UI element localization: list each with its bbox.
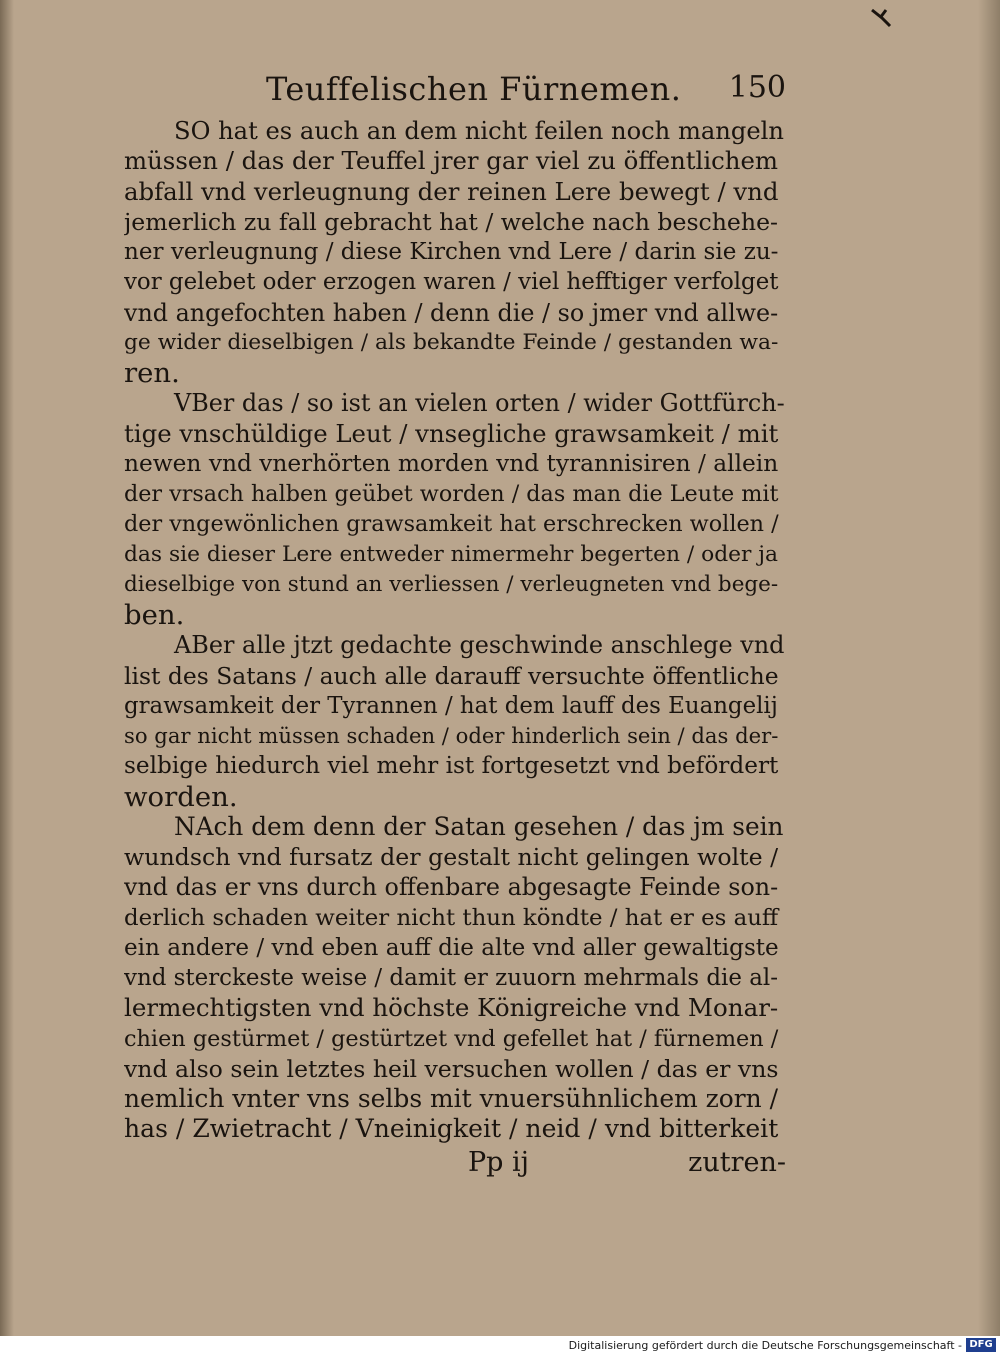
text-line: vnd sterckeste weise / damit er zuuorn mehrmals die al- [124,965,778,991]
text-line: vnd angefochten haben / denn die / so jmer vnd allwe- [124,298,779,327]
text-line: tige vnschüldige Leut / vnsegliche grawsamkeit / mit [124,418,779,448]
text-line: list des Satans / auch alle darauff versuchte öffentliche [124,661,779,690]
running-head-title: Teuffelischen Fürnemen. [266,70,682,108]
text-line: has / Zwietracht / Vneinigkeit / neid / vnd bitterkeit [124,1114,779,1144]
catchword: zutren- [688,1146,786,1178]
page-footer [124,1147,792,1181]
page-edge-left [0,0,14,1336]
running-head [124,70,792,116]
paragraph-3 [124,630,792,812]
text-line: der vrsach halben geübet worden / das man die Leute mit [124,481,779,507]
text-line: das sie dieser Lere entweder nimermehr begerten / oder ja [124,541,779,567]
text-line: müssen / das der Teuffel jrer gar viel zu öffentlichem [124,146,779,176]
text-line: nemlich vnter vns selbs mit vnuersühnlichem zorn / [124,1084,779,1113]
text-line: ben. [124,600,185,631]
credit-bar [0,1336,1000,1356]
text-line: derlich schaden weiter nicht thun köndte / hat er es auff [124,904,779,931]
text-line: newen vnd vnerhörten morden vnd tyrannisiren / allein [124,449,779,477]
text-line: chien gestürmet / gestürtzet vnd gefellet hat / fürnemen / [124,1025,779,1052]
dfg-logo: DFG [966,1338,996,1352]
text-line: selbige hiedurch viel mehr ist fortgesetzt vnd befördert [124,752,779,780]
paragraph-1 [124,116,792,388]
text-line: lermechtigsten vnd höchste Königreiche vnd Monar- [124,993,779,1023]
text-line: abfall vnd verleugnung der reinen Lere bewegt / vnd [124,176,779,206]
paragraph-2 [124,388,792,630]
text-line: vor gelebet oder erzogen waren / viel hefftiger verfolget [124,269,779,296]
text-line: der vngewönlichen grawsamkeit hat erschrecken wollen / [124,511,779,538]
text-line: ner verleugnung / diese Kirchen vnd Lere / darin sie zu- [124,239,779,265]
text-line: ein andere / vnd eben auff die alte vnd aller gewaltigste [124,934,779,961]
signature-mark: Pp ij [468,1146,530,1178]
corner-mark-icon [870,6,892,28]
text-line: NAch dem denn der Satan gesehen / das jm sein [174,811,784,841]
text-line: SO hat es auch an dem nicht feilen noch mangeln [174,117,784,145]
text-line: vnd das er vns durch offenbare abgesagte Feinde son- [124,873,779,902]
text-line: grawsamkeit der Tyrannen / hat dem lauff des Euangelij [124,692,778,719]
text-line: ge wider dieselbigen / als bekandte Feinde / gestanden wa- [124,329,779,355]
text-line: so gar nicht müssen schaden / oder hinderlich sein / das der- [124,723,779,748]
text-line: jemerlich zu fall gebracht hat / welche nach beschehe- [124,207,778,236]
folio-number: 150 [728,70,786,105]
text-line: worden. [124,781,238,812]
page-edge-right [978,0,1000,1336]
page-text-block [124,70,792,1181]
text-line: ren. [124,358,180,389]
text-line: ABer alle jtzt gedachte geschwinde anschlege vnd [174,631,785,660]
text-line: wundsch vnd fursatz der gestalt nicht gelingen wolte / [124,843,779,871]
paragraph-4 [124,812,792,1145]
text-line: VBer das / so ist an vielen orten / wider Gottfürch- [174,389,785,418]
credit-text: Digitalisierung gefördert durch die Deutsche Forschungsgemeinschaft - [568,1339,962,1352]
text-line: dieselbige von stund an verliessen / verleugneten vnd bege- [124,571,779,597]
text-line: vnd also sein letztes heil versuchen wollen / das er vns [124,1054,779,1083]
